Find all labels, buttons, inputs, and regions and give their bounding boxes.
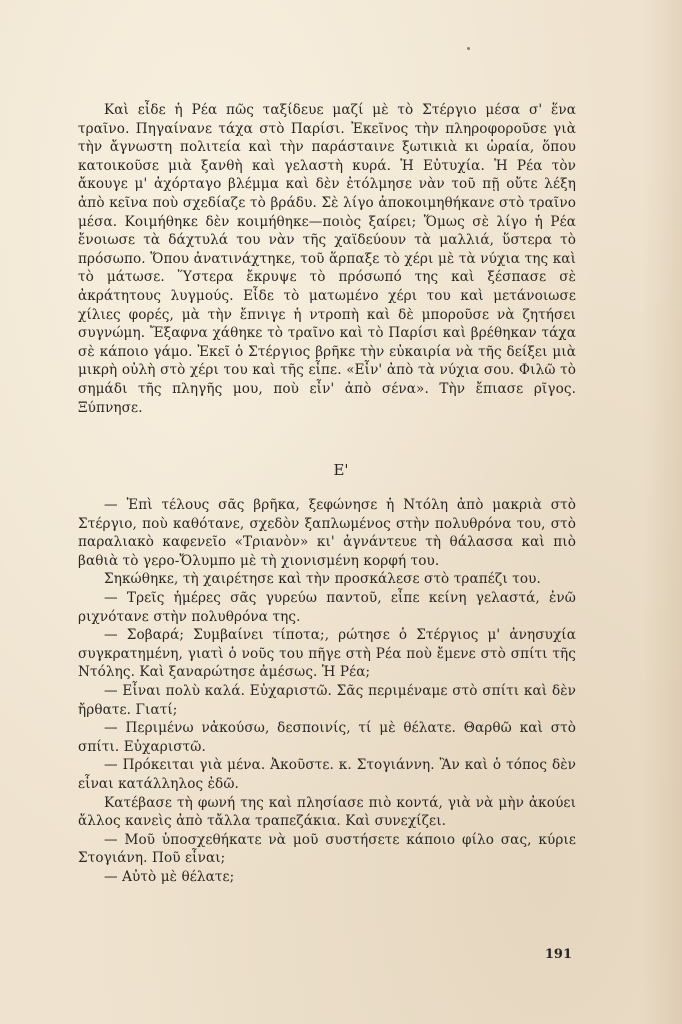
dialogue-paragraph: — Ἐπὶ τέλους σᾶς βρῆκα, ξεφώνησε ἡ Ντόλη ἀπὸ μακριὰ στὸ Στέργιο, ποὺ καθότανε, σχεδὸν ξαπλωμένος στὴν πολυθρόνα του, στὸ παραλιακὸ καφενεῖο «Τριανὸν» κι' ἀγνάντευε τὴ θάλασσα καὶ πιὸ βαθιὰ τὸ γερο-Ὄλυμπο μὲ τὴ χιονισμένη κορφή του. [78,497,576,569]
page-number: 191 [544,947,572,962]
narrative-block [78,101,576,417]
narrative-paragraph: Καὶ εἶδε ἡ Ρέα πῶς ταξίδευε μαζί μὲ τὸ Στέργιο μέσα σ' ἕνα τραῖνο. Πηγαίνανε τάχα στὸ Παρίσι. Ἐκεῖνος τὴν πληροφοροῦσε γιὰ τὴν ἄγνωστη πολιτεία καὶ τὴν παράσταινε ξωτικιὰ κι ὡραία, ὅπου κατοικοῦσε μιὰ ξανθὴ καὶ γελαστὴ κυρά. Ἡ Εὐτυχία. Ἡ Ρέα τὸν ἄκουγε μ' ἀχόρταγο βλέμμα καὶ δὲν ἐτόλμησε νὰν τοῦ πῇ οὔτε λέξη ἀπὸ κεῖνα ποὺ σχεδίαζε τὸ βράδυ. Σὲ λίγο ἀποκοιμηθήκανε στὸ τραῖνο μέσα. Κοιμήθηκε δὲν κοιμήθηκε—ποιὸς ξαίρει; Ὅμως σὲ λίγο ἡ Ρέα ἔνοιωσε τὰ δάχτυλά του νὰν τῆς χαϊδεύουν τὰ μαλλιά, ὕστερα τὸ πρόσωπο. Ὅπου ἀνατινάχτηκε, τοῦ ἅρπαξε τὸ χέρι μὲ τὰ νύχια της καὶ τὸ μάτωσε. Ὕστερα ἔκρυψε τὸ πρόσωπό της καὶ ξέσπασε σὲ ἀκράτητους λυγμούς. Εἶδε τὸ ματωμένο χέρι του καὶ μετάνοιωσε χίλιες φορές, μὰ τὴν ἔπνιγε ἡ ντροπὴ καὶ δὲ μποροῦσε νὰ ζητήσει συγνώμη. Ἔξαφνα χάθηκε τὸ τραῖνο καὶ τὸ Παρίσι καὶ βρέθηκαν τάχα σὲ κάποιο γάμο. Ἐκεῖ ὁ Στέργιος βρῆκε τὴν εὐκαιρία νὰ τῆς δείξει μιὰ μικρὴ οὐλὴ στὸ χέρι του καὶ τῆς εἶπε. «Εἶν' ἀπὸ τὰ νύχια σου. Φιλῶ τὸ σημάδι τῆς πληγῆς μου, ποὺ εἶν' ἀπὸ σένα». Τὴν ἔπιασε ρῖγος. Ξύπνησε. [78,102,576,416]
paper-speck [467,47,470,50]
dialogue-paragraph: — Περιμένω νἀκούσω, δεσποινίς, τί μὲ θέλατε. Θαρθῶ καὶ στὸ σπίτι. Εὐχαριστῶ. [78,720,576,755]
dialogue-paragraph: — Εἶναι πολὺ καλά. Εὐχαριστῶ. Σᾶς περιμέναμε στὸ σπίτι καὶ δὲν ἤρθατε. Γιατί; [78,682,576,718]
dialogue-paragraph: — Πρόκειται γιὰ μένα. Ἀκοῦστε. κ. Στογιάννη. Ἂν καὶ ὁ τόπος δὲν εἶναι κατάλληλος ἐδῶ. [78,757,576,792]
dialogue-paragraph: — Σοβαρά; Συμβαίνει τίποτα;, ρώτησε ὁ Στέργιος μ' ἀνησυχία συγκρατημένη, γιατὶ ὁ νοῦς του πῆγε στὴ Ρέα ποὺ ἔμενε στὸ σπίτι τῆς Ντόλης. Καὶ ξαναρώτησε ἀμέσως. Ἡ Ρέα; [78,627,576,681]
dialogue-paragraph: Κατέβασε τὴ φωνή της καὶ πλησίασε πιὸ κοντά, γιὰ νὰ μὴν ἀκούει ἄλλος κανεὶς ἀπὸ τἄλλα τραπεζάκια. Καὶ συνεχίζει. [78,794,576,830]
dialogue-block [78,496,576,886]
dialogue-paragraph: — Αὐτὸ μὲ θέλατε; [104,868,235,885]
dialogue-paragraph: Σηκώθηκε, τὴ χαιρέτησε καὶ τὴν προσκάλεσε στὸ τραπέζι του. [104,571,541,588]
dialogue-paragraph: — Μοῦ ὑποσχεθήκατε νὰ μοῦ συστήσετε κάποιο φίλο σας, κύριε Στογιάνη. Ποῦ εἶναι; [78,831,576,867]
chapter-heading: Ε' [333,461,349,479]
dialogue-paragraph: — Τρεῖς ἡμέρες σᾶς γυρεύω παντοῦ, εἶπε κείνη γελαστά, ἐνῶ ριχνότανε στὴν πολυθρόνα της. [78,589,576,625]
page-edge-shadow [642,0,682,1024]
